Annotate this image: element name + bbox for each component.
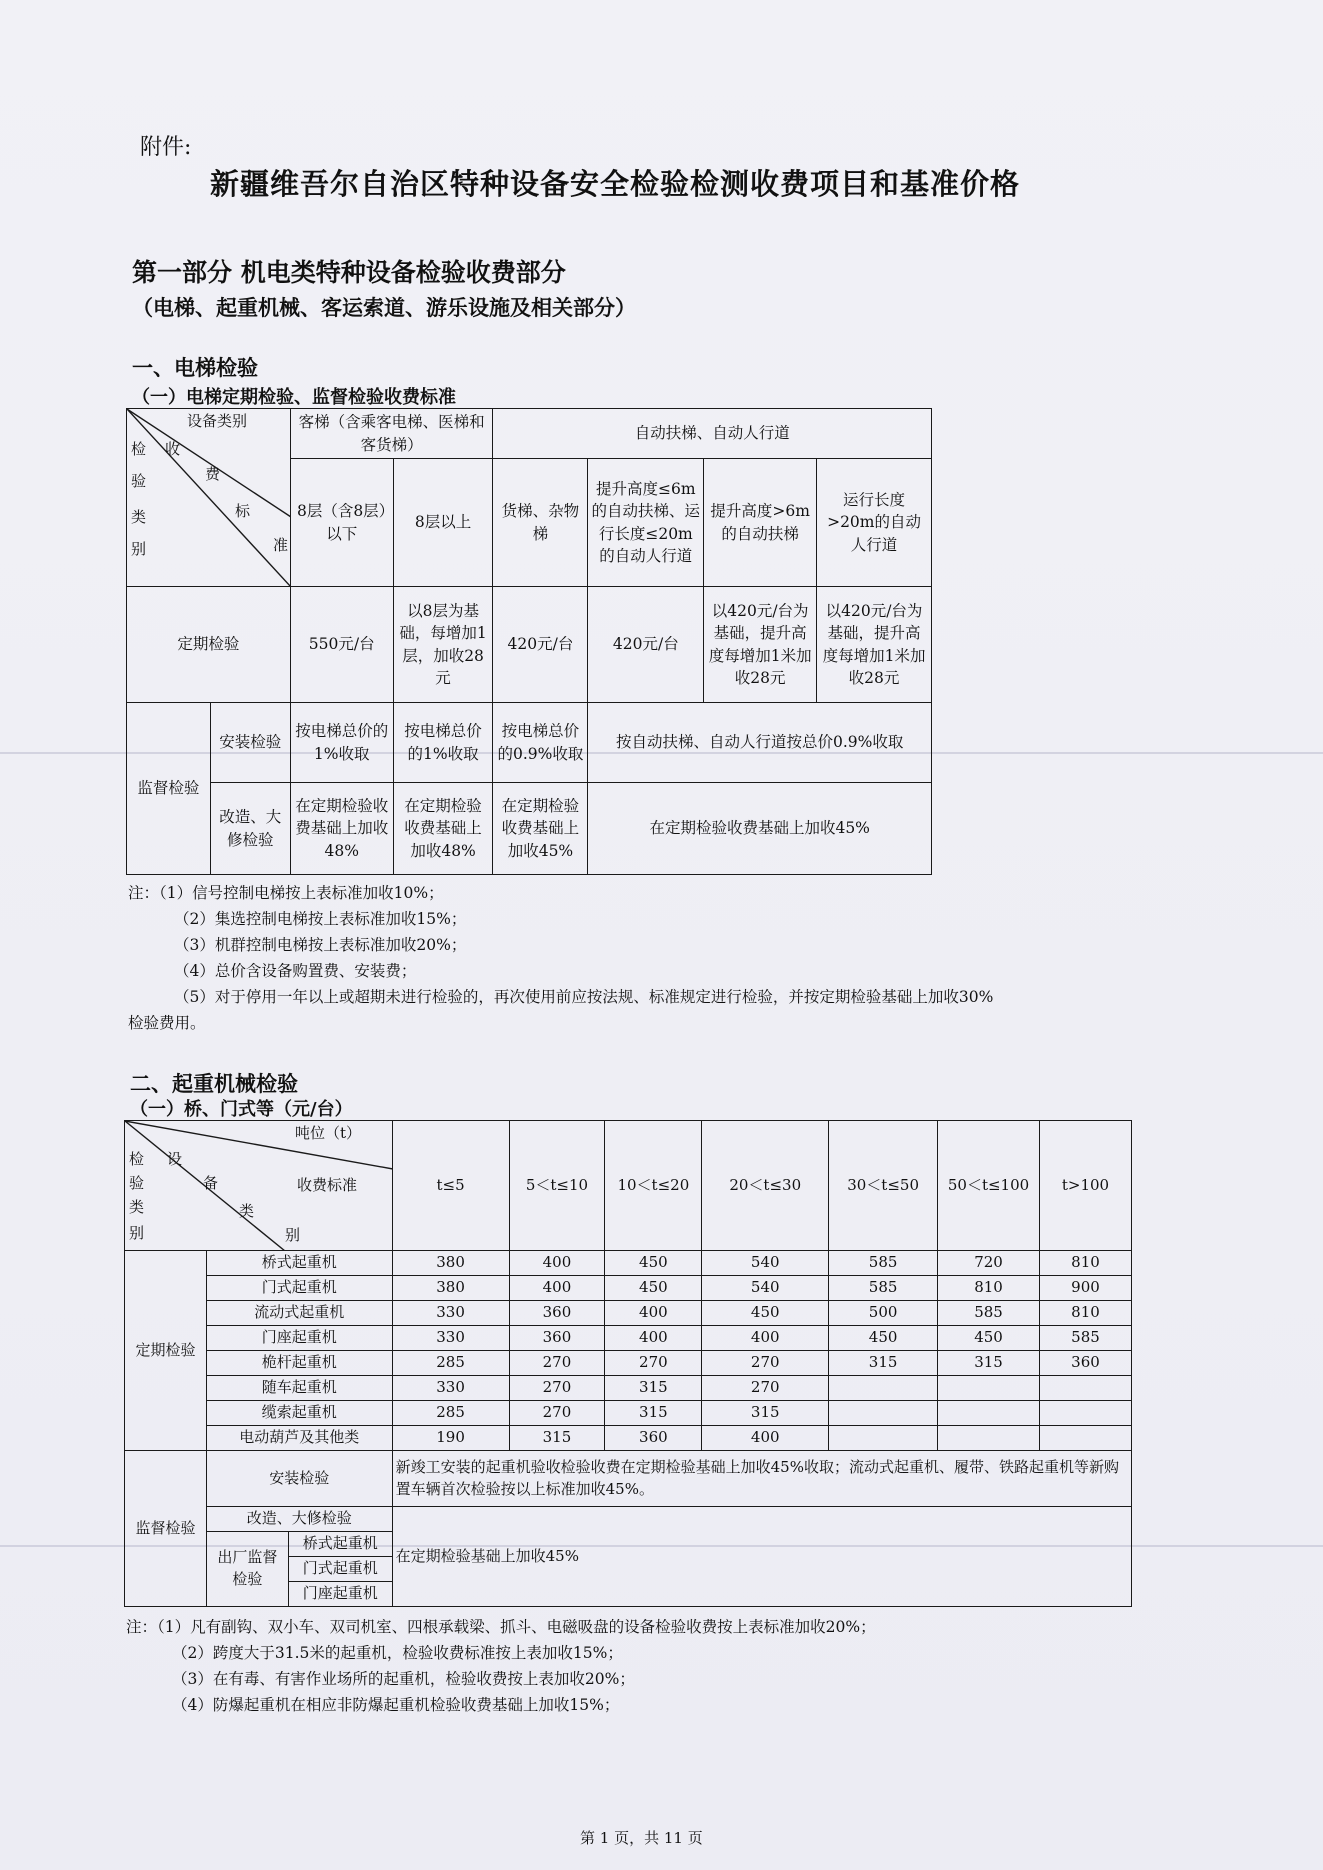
diag-label: 别 [129,1224,145,1242]
diag-label: 收费标准 [297,1176,358,1194]
renovation-fee: 在定期检验收费基础上加收48% [393,783,493,875]
elevator-fee-table [126,408,932,875]
elevator-header-diagonal [127,409,291,587]
periodic-fee: 以420元/台为基础，提升高度每增加1米加收28元 [704,587,817,703]
crane-fee-table [124,1120,1132,1607]
note-line: 检验费用。 [128,1014,206,1032]
note-line: （2）集选控制电梯按上表标准加收15%； [174,910,467,928]
crane-fee: 900 [1039,1276,1131,1301]
header-freight-elevator: 货梯、杂物梯 [493,459,588,587]
document-title: 新疆维吾尔自治区特种设备安全检验检测收费项目和基准价格 [210,167,1021,201]
crane-type: 电动葫芦及其他类 [206,1426,392,1451]
crane-type: 随车起重机 [206,1376,392,1401]
crane-fee: 720 [938,1251,1040,1276]
tonnage-header: 5＜t≤10 [509,1121,605,1251]
crane-fee: 585 [1039,1326,1131,1351]
diag-label: 检 [129,1150,145,1168]
tonnage-header: t≤5 [392,1121,509,1251]
crane-type: 桅杆起重机 [206,1351,392,1376]
crane-fee: 315 [605,1376,702,1401]
header-escalator-c: 运行长度>20m的自动人行道 [817,459,932,587]
note-line: 注：（1）凡有副钩、双小车、双司机室、四根承载梁、抓斗、电磁吸盘的设备检验收费按上表标准加收20%； [126,1618,876,1636]
crane-fee: 315 [829,1351,938,1376]
tonnage-header: 50＜t≤100 [938,1121,1040,1251]
page-footer: 第 1 页，共 11 页 [580,1829,703,1847]
diag-label: 设备类别 [187,412,248,430]
header-escalator-a: 提升高度≤6m的自动扶梯、运行长度≤20m的自动人行道 [588,459,704,587]
periodic-fee: 420元/台 [588,587,704,703]
tonnage-header: t>100 [1039,1121,1131,1251]
periodic-fee: 550元/台 [290,587,393,703]
diag-label: 吨位（t） [295,1124,362,1142]
crane-fee: 450 [605,1276,702,1301]
install-fee: 按电梯总价的1%收取 [393,703,493,783]
tonnage-header: 20＜t≤30 [702,1121,829,1251]
crane-fee: 810 [1039,1301,1131,1326]
note-line: （5）对于停用一年以上或超期未进行检验的，再次使用前应按法规、标准规定进行检验，并按定期检验基础上加收30% [174,988,994,1006]
diag-label: 别 [285,1226,301,1244]
crane-type: 门座起重机 [206,1326,392,1351]
crane-fee: 315 [702,1401,829,1426]
crane-fee [829,1426,938,1451]
periodic-label: 定期检验 [127,587,291,703]
diag-label: 设 [167,1150,183,1168]
crane-fee: 360 [1039,1351,1131,1376]
diag-label: 检 [131,440,147,458]
crane-fee [938,1401,1040,1426]
crane-fee: 400 [702,1426,829,1451]
crane-fee: 450 [829,1326,938,1351]
crane-factory-label: 出厂监督检验 [206,1532,288,1607]
crane-fee: 330 [392,1326,509,1351]
crane-fee: 330 [392,1376,509,1401]
install-fee: 按自动扶梯、自动人行道按总价0.9%收取 [588,703,932,783]
crane-fee: 270 [509,1401,605,1426]
crane-fee: 315 [509,1426,605,1451]
header-le8-floors: 8层（含8层）以下 [290,459,393,587]
crane-fee: 450 [702,1301,829,1326]
crane-periodic-label: 定期检验 [125,1251,207,1451]
header-passenger-elevator: 客梯（含乘客电梯、医梯和客货梯） [290,409,493,459]
crane-table-title: （一）桥、门式等（元/台） [130,1099,353,1120]
crane-fee [938,1426,1040,1451]
crane-section-title: 二、起重机械检验 [130,1071,298,1096]
install-fee: 按电梯总价的0.9%收取 [493,703,588,783]
note-line: 注：（1）信号控制电梯按上表标准加收10%； [128,884,444,902]
factory-crane-type: 桥式起重机 [288,1532,392,1557]
crane-type: 门式起重机 [206,1276,392,1301]
crane-fee: 810 [938,1276,1040,1301]
header-escalator: 自动扶梯、自动人行道 [493,409,932,459]
crane-fee: 315 [938,1351,1040,1376]
crane-fee: 190 [392,1426,509,1451]
diag-label: 收 [165,440,181,458]
header-escalator-b: 提升高度>6m的自动扶梯 [704,459,817,587]
crane-fee: 585 [829,1251,938,1276]
elevator-table-title: （一）电梯定期检验、监督检验收费标准 [132,387,456,408]
periodic-fee: 以8层为基础，每增加1层，加收28元 [393,587,493,703]
crane-fee [1039,1401,1131,1426]
renovation-fee: 在定期检验收费基础上加收45% [588,783,932,875]
crane-supervision-label: 监督检验 [125,1451,207,1607]
crane-fee: 450 [938,1326,1040,1351]
note-line: （3）机群控制电梯按上表标准加收20%； [174,936,467,954]
diag-label: 类 [239,1202,255,1220]
periodic-fee: 以420元/台为基础，提升高度每增加1米加收28元 [817,587,932,703]
note-line: （2）跨度大于31.5米的起重机，检验收费标准按上表加收15%； [172,1644,623,1662]
install-label: 安装检验 [210,703,290,783]
crane-fee: 360 [509,1326,605,1351]
crane-fee: 380 [392,1276,509,1301]
diag-label: 类 [131,508,147,526]
crane-fee: 315 [605,1401,702,1426]
crane-fee: 400 [509,1251,605,1276]
periodic-fee: 420元/台 [493,587,588,703]
crane-install-text: 新竣工安装的起重机验收检验收费在定期检验基础上加收45%收取；流动式起重机、履带、铁路起重机等新购置车辆首次检验按以上标准加收45%。 [392,1451,1131,1507]
crane-fee: 330 [392,1301,509,1326]
crane-fee [829,1401,938,1426]
note-line: （3）在有毒、有害作业场所的起重机，检验收费按上表加收20%； [172,1670,635,1688]
supervision-label: 监督检验 [127,703,211,875]
crane-factory-text: 在定期检验基础上加收45% [392,1507,1131,1607]
crane-fee [1039,1426,1131,1451]
crane-header-diagonal [125,1121,393,1251]
crane-fee: 450 [605,1251,702,1276]
crane-fee [829,1376,938,1401]
diag-label: 费 [205,465,221,483]
crane-fee: 400 [605,1301,702,1326]
crane-fee: 500 [829,1301,938,1326]
factory-crane-type: 门式起重机 [288,1557,392,1582]
crane-fee: 285 [392,1401,509,1426]
crane-fee [1039,1376,1131,1401]
crane-fee: 540 [702,1251,829,1276]
crane-fee: 270 [509,1351,605,1376]
attachment-label: 附件: [140,135,192,160]
renovation-fee: 在定期检验收费基础上加收45% [493,783,588,875]
install-fee: 按电梯总价的1%收取 [290,703,393,783]
crane-fee: 360 [605,1426,702,1451]
crane-fee: 585 [938,1301,1040,1326]
crane-fee: 270 [509,1376,605,1401]
crane-fee: 810 [1039,1251,1131,1276]
crane-fee: 270 [702,1376,829,1401]
elevator-notes [128,880,1128,1036]
factory-crane-type: 门座起重机 [288,1582,392,1607]
crane-notes [126,1614,1186,1718]
crane-fee: 400 [509,1276,605,1301]
crane-fee: 285 [392,1351,509,1376]
part-subtitle: （电梯、起重机械、客运索道、游乐设施及相关部分） [132,295,636,320]
diag-label: 备 [203,1174,219,1192]
crane-type: 桥式起重机 [206,1251,392,1276]
part-title: 第一部分 机电类特种设备检验收费部分 [132,258,566,287]
crane-fee: 270 [702,1351,829,1376]
crane-fee: 540 [702,1276,829,1301]
crane-fee [938,1376,1040,1401]
crane-fee: 585 [829,1276,938,1301]
tonnage-header: 30＜t≤50 [829,1121,938,1251]
crane-fee: 380 [392,1251,509,1276]
renovation-fee: 在定期检验收费基础上加收48% [290,783,393,875]
tonnage-header: 10＜t≤20 [605,1121,702,1251]
crane-fee: 400 [702,1326,829,1351]
crane-fee: 270 [605,1351,702,1376]
note-line: （4）防爆起重机在相应非防爆起重机检验收费基础上加收15%； [172,1696,620,1714]
diag-label: 验 [131,472,147,490]
crane-install-label: 安装检验 [206,1451,392,1507]
crane-fee: 360 [509,1301,605,1326]
crane-type: 流动式起重机 [206,1301,392,1326]
diag-label: 准 [273,536,289,554]
diag-label: 标 [235,502,251,520]
crane-fee: 400 [605,1326,702,1351]
diag-label: 别 [131,540,147,558]
note-line: （4）总价含设备购置费、安装费； [174,962,417,980]
elevator-section-title: 一、电梯检验 [132,355,258,380]
diag-label: 类 [129,1198,145,1216]
crane-type: 缆索起重机 [206,1401,392,1426]
renovation-label: 改造、大修检验 [210,783,290,875]
crane-renovation-label: 改造、大修检验 [206,1507,392,1532]
diag-label: 验 [129,1174,145,1192]
header-gt8-floors: 8层以上 [393,459,493,587]
